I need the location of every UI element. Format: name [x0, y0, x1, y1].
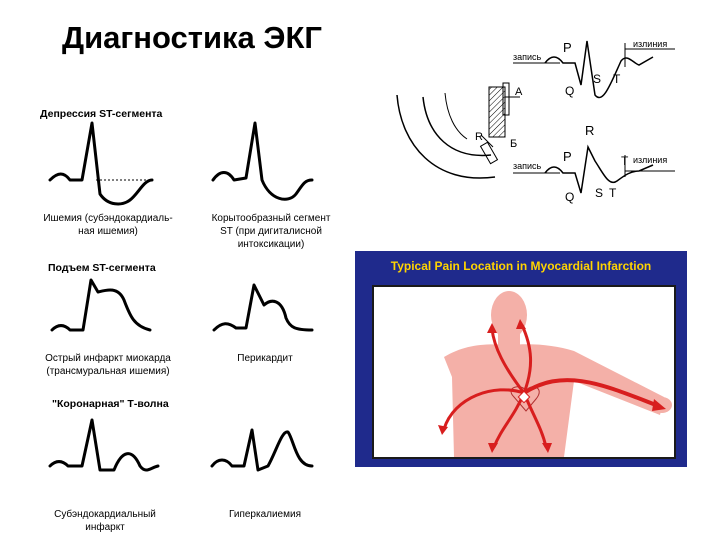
label-r-left: R [475, 131, 483, 143]
mi-panel-title: Typical Pain Location in Myocardial Infarction [390, 259, 652, 273]
trace-ischemia [50, 123, 152, 204]
trace-trough-st [213, 123, 312, 199]
label-record-top: запись [513, 52, 542, 62]
injury-current-diagram [385, 35, 695, 245]
label-t-bottom-2: T [621, 154, 629, 168]
section-coronary-t-wave: "Коронарная" Т-волна [52, 398, 169, 410]
label-a: A [515, 86, 523, 98]
label-t-bottom: T [609, 186, 617, 200]
label-injury-bottom: излиния [633, 155, 668, 165]
caption-acute-mi: Острый инфаркт миокарда (трансмуральная ишемия) [45, 353, 171, 377]
page-title: Диагностика ЭКГ [62, 20, 322, 55]
caption-pericarditis: Перикардит [237, 353, 293, 364]
label-s-top: S [593, 72, 602, 86]
body-figure [374, 287, 674, 457]
caption-hyperkalemia: Гиперкалиемия [229, 509, 301, 520]
trace-subendo-infarct [50, 420, 158, 470]
label-record-bottom: запись [513, 161, 542, 171]
trace-hyperkalemia [212, 430, 312, 470]
section-st-elevation: Подъем ST-сегмента [48, 262, 156, 274]
caption-ischemia: Ишемия (субэндокардиаль- ная ишемия) [43, 213, 173, 237]
label-r-bottom: R [585, 123, 595, 138]
label-t-top: T [613, 72, 621, 86]
trace-pericarditis [214, 285, 312, 330]
section-st-depression: Депрессия ST-сегмента [40, 108, 163, 120]
caption-trough-st: Корытообразный сегмент ST (при дигиталисной интоксикации) [211, 213, 331, 250]
label-q-top: Q [565, 84, 575, 98]
label-q-bottom: Q [565, 190, 575, 204]
trace-acute-mi [52, 280, 150, 330]
torso [444, 344, 664, 457]
label-b: Б [510, 138, 518, 150]
label-p-top: P [563, 40, 572, 55]
mi-pain-panel [355, 251, 687, 467]
label-injury-top: излиния [633, 39, 668, 49]
label-p-bottom: P [563, 149, 572, 164]
label-s-bottom: S [595, 186, 604, 200]
mi-figure [372, 285, 676, 459]
caption-subendo-infarct: Субэндокардиальный инфаркт [54, 509, 156, 533]
